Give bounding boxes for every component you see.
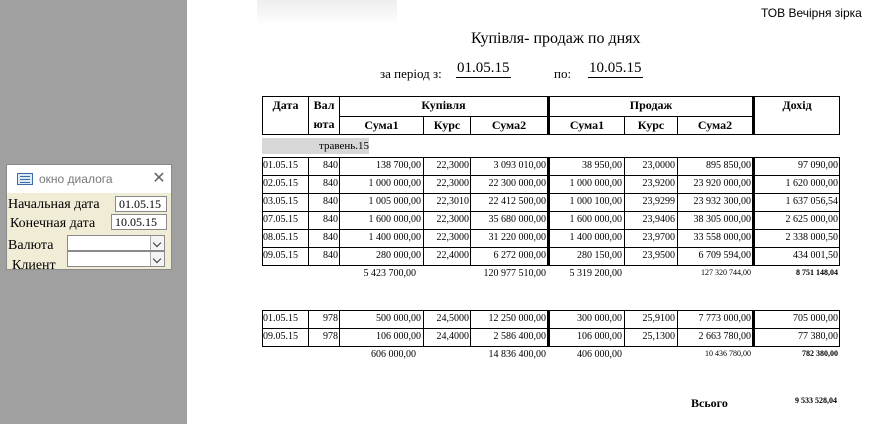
cell-sell-sum2: 23 920 000,00 (693, 178, 751, 189)
cell-sell-sum2: 895 850,00 (706, 160, 751, 171)
end-date-field[interactable]: 10.05.15 (111, 214, 167, 230)
cell-sell-sum1: 300 000,00 (577, 313, 622, 324)
header-income: Дохід (782, 98, 812, 112)
cell-buy-sum1: 1 000 000,00 (368, 178, 421, 189)
total-buy-sum2: 120 977 510,00 (483, 268, 546, 279)
cell-date: 08.05.15 (263, 232, 298, 243)
cell-buy-rate: 22,3000 (436, 160, 469, 171)
cell-sell-rate: 23,9299 (642, 196, 675, 207)
cell-buy-rate: 22,3000 (436, 232, 469, 243)
cell-sell-sum2: 33 558 000,00 (693, 232, 751, 243)
header-buy: Купівля (421, 98, 466, 112)
period-from-label: за період з: (380, 66, 442, 81)
grid-line (339, 157, 340, 265)
cell-currency: 840 (323, 178, 338, 189)
total-buy-sum2: 14 836 400,00 (488, 349, 546, 360)
cell-sell-sum2: 23 932 300,00 (693, 196, 751, 207)
cell-sell-sum1: 1 400 000,00 (569, 232, 622, 243)
cell-sell-sum2: 7 773 000,00 (698, 313, 751, 324)
cell-buy-sum1: 500 000,00 (376, 313, 421, 324)
cell-buy-sum1: 1 600 000,00 (368, 214, 421, 225)
start-date-field[interactable]: 01.05.15 (115, 196, 167, 212)
cell-currency: 978 (323, 313, 338, 324)
cell-buy-rate: 24,5000 (436, 313, 469, 324)
cell-income: 97 090,00 (798, 160, 838, 171)
cell-sell-rate: 23,9200 (642, 178, 675, 189)
total-sell-sum2: 127 320 744,00 (701, 268, 751, 277)
grand-total-label: Всього (691, 396, 728, 410)
cell-sell-rate: 23,9500 (642, 250, 675, 261)
report-title: Купівля- продаж по днях (471, 30, 641, 47)
currency-combo[interactable] (67, 235, 165, 251)
cell-income: 1 637 056,54 (785, 196, 838, 207)
header-sell-rate: Курс (637, 118, 665, 132)
header-date: Дата (272, 98, 299, 112)
header-currency-1: Вал (313, 98, 335, 112)
cell-buy-sum1: 280 000,00 (376, 250, 421, 261)
header-sell: Продаж (629, 98, 673, 112)
grid-line (308, 157, 309, 265)
company-name: ТОВ Вечірня зірка (761, 6, 862, 20)
header-sell-sum2: Сума2 (697, 118, 733, 132)
total-buy-sum1: 606 000,00 (371, 349, 416, 360)
currency-label: Валюта (8, 238, 54, 253)
period-from-value: 01.05.15 (457, 60, 510, 76)
cell-buy-sum1: 106 000,00 (376, 331, 421, 342)
cell-buy-rate: 22,3000 (436, 178, 469, 189)
cell-sell-sum2: 38 305 000,00 (693, 214, 751, 225)
cell-date: 07.05.15 (263, 214, 298, 225)
grid-line (423, 157, 424, 265)
grid-line (839, 157, 840, 265)
cell-buy-sum2: 35 680 000,00 (488, 214, 546, 225)
report-page (187, 0, 876, 424)
dialog-window (6, 164, 172, 273)
cell-date: 02.05.15 (263, 178, 298, 189)
cell-income: 77 380,00 (798, 331, 838, 342)
cell-buy-sum2: 3 093 010,00 (493, 160, 546, 171)
cell-income: 705 000,00 (793, 313, 838, 324)
cell-buy-rate: 22,3000 (436, 214, 469, 225)
cell-sell-rate: 23,0000 (642, 160, 675, 171)
cell-sell-sum1: 280 150,00 (577, 250, 622, 261)
grid-line (839, 310, 840, 346)
grid-line (677, 157, 678, 265)
cell-date: 09.05.15 (263, 331, 298, 342)
cell-sell-sum1: 1 000 100,00 (569, 196, 622, 207)
end-date-label: Конечная дата (10, 216, 96, 231)
total-sell-sum2: 10 436 780,00 (705, 349, 751, 358)
cell-buy-sum2: 22 300 000,00 (488, 178, 546, 189)
period-to-label: по: (554, 66, 572, 81)
cell-income: 1 620 000,00 (785, 178, 838, 189)
cell-sell-rate: 23,9406 (642, 214, 675, 225)
chevron-down-icon[interactable] (150, 252, 164, 266)
total-income: 782 380,00 (802, 349, 838, 358)
total-buy-sum1: 5 423 700,00 (363, 268, 416, 279)
cell-income: 434 001,50 (793, 250, 838, 261)
cell-date: 01.05.15 (263, 313, 298, 324)
cell-sell-rate: 23,9700 (642, 232, 675, 243)
cell-buy-sum2: 31 220 000,00 (488, 232, 546, 243)
cell-buy-sum2: 6 272 000,00 (493, 250, 546, 261)
cell-sell-sum2: 6 709 594,00 (698, 250, 751, 261)
cell-date: 03.05.15 (263, 196, 298, 207)
cell-income: 2 338 000,50 (785, 232, 838, 243)
cell-buy-sum2: 2 586 400,00 (493, 331, 546, 342)
cell-sell-sum2: 2 663 780,00 (698, 331, 751, 342)
cell-sell-sum1: 106 000,00 (577, 331, 622, 342)
header-buy-sum1: Сума1 (364, 118, 399, 132)
cell-currency: 840 (323, 232, 338, 243)
cell-currency: 840 (323, 160, 338, 171)
cell-buy-sum2: 12 250 000,00 (488, 313, 546, 324)
cell-buy-rate: 24,4000 (436, 331, 469, 342)
grid-line (470, 157, 471, 265)
page-header-shade (257, 0, 397, 26)
total-sell-sum1: 5 319 200,00 (569, 268, 622, 279)
client-label: Клиент (12, 258, 56, 273)
client-combo[interactable] (67, 251, 165, 267)
cell-date: 01.05.15 (263, 160, 298, 171)
cell-sell-sum1: 38 950,00 (582, 160, 622, 171)
cell-sell-sum1: 1 000 000,00 (569, 178, 622, 189)
cell-buy-sum1: 1 005 000,00 (368, 196, 421, 207)
chevron-down-icon[interactable] (150, 236, 164, 250)
group-label: травень.15 (319, 140, 369, 152)
cell-buy-rate: 22,4000 (436, 250, 469, 261)
period-to-value: 10.05.15 (589, 60, 642, 76)
cell-currency: 978 (323, 331, 338, 342)
cell-buy-sum2: 22 412 500,00 (488, 196, 546, 207)
cell-income: 2 625 000,00 (785, 214, 838, 225)
cell-currency: 840 (323, 214, 338, 225)
total-sell-sum1: 406 000,00 (577, 349, 622, 360)
form-icon (17, 173, 33, 185)
header-buy-sum2: Сума2 (491, 118, 527, 132)
close-icon[interactable]: ✕ (152, 168, 166, 187)
grid-line (262, 157, 263, 265)
cell-buy-sum1: 1 400 000,00 (368, 232, 421, 243)
cell-date: 09.05.15 (263, 250, 298, 261)
cell-sell-rate: 25,9100 (642, 313, 675, 324)
cell-buy-rate: 22,3010 (436, 196, 469, 207)
cell-currency: 840 (323, 196, 338, 207)
grid-line (624, 157, 625, 265)
grand-total-value: 9 533 528,04 (795, 396, 837, 405)
dialog-title: окно диалога (39, 172, 113, 186)
cell-currency: 840 (323, 250, 338, 261)
header-buy-rate: Курс (433, 118, 461, 132)
header-sell-sum1: Сума1 (569, 118, 605, 132)
start-date-label: Начальная дата (8, 197, 100, 212)
cell-sell-rate: 25,1300 (642, 331, 675, 342)
header-currency-2: юта (313, 117, 335, 131)
cell-sell-sum1: 1 600 000,00 (569, 214, 622, 225)
dialog-titlebar[interactable] (7, 165, 171, 193)
total-income: 8 751 148,04 (796, 268, 838, 277)
cell-buy-sum1: 138 700,00 (376, 160, 421, 171)
